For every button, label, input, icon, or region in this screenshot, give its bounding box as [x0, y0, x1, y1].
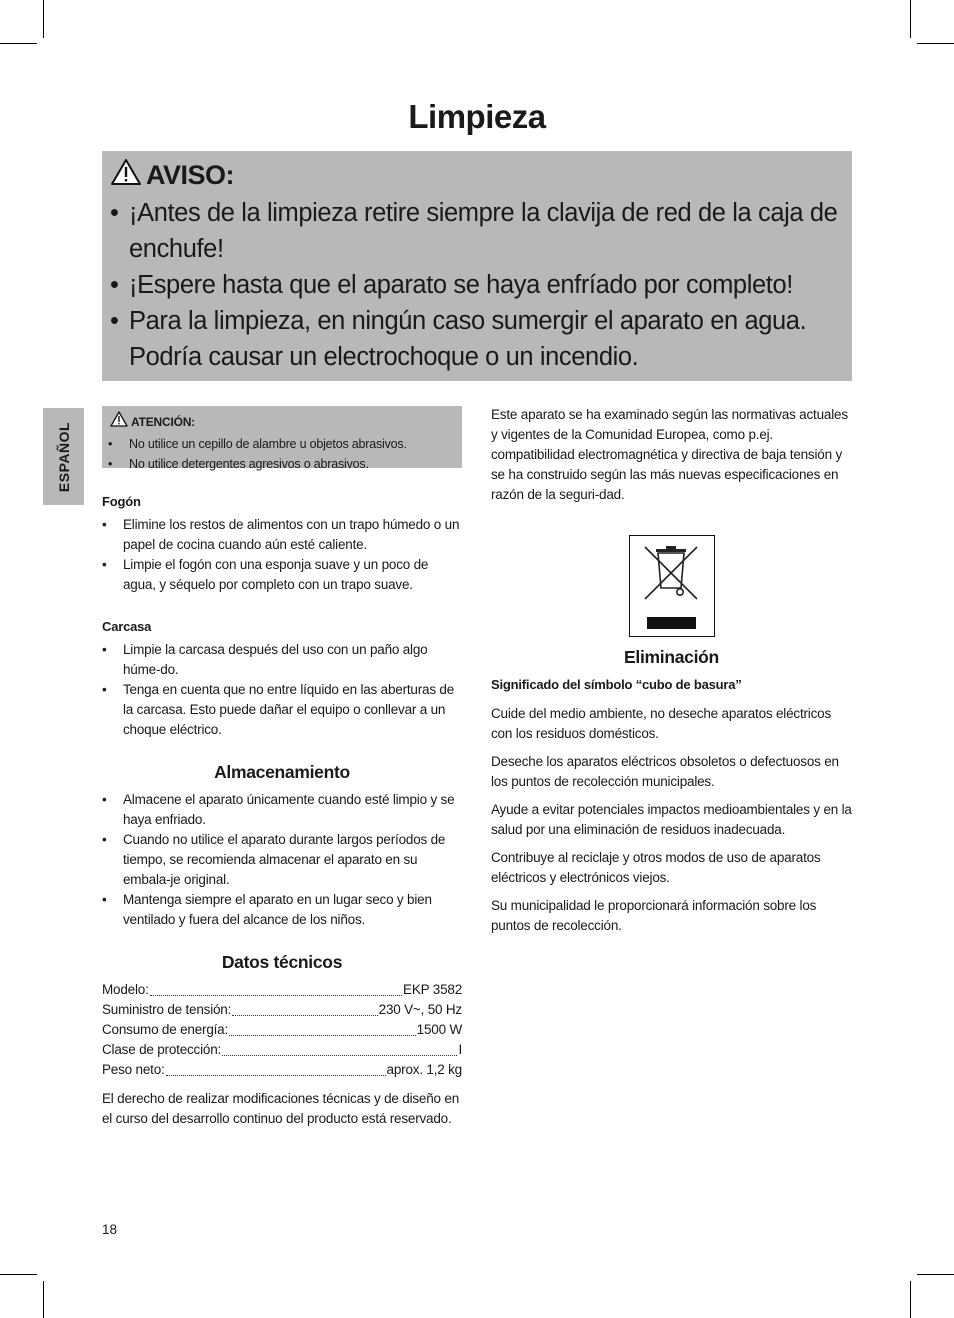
warning-triangle-icon: [110, 411, 128, 432]
spec-value: 1500 W: [416, 1022, 462, 1037]
eliminacion-heading: Eliminación: [624, 647, 719, 667]
crop-mark: [917, 1274, 954, 1275]
left-column: [102, 405, 462, 1129]
list-item: • Mantenga siempre el aparato en un lugar seco y bien ventilado y fuera del alcance de los niños.: [102, 890, 462, 930]
list-item: • Almacene el aparato únicamente cuando esté limpio y se haya enfriado.: [102, 790, 462, 830]
conformity-text: Este aparato se ha examinado según las normativas actuales y vigentes de la Comunidad Europea, como p.ej. compatibilidad electromagnética y directiva de baja tensión y se ha construido según las más nuevas especificaciones en razón de la seguri-dad.: [491, 407, 848, 502]
eliminacion-subheading: Significado del símbolo “cubo de basura”: [491, 677, 742, 692]
fogon-heading: Fogón: [102, 494, 141, 509]
paragraph: Contribuye al reciclaje y otros modos de uso de aparatos eléctricos y electrónicos viejos.: [491, 850, 821, 885]
right-column: [491, 405, 852, 936]
list-item: • ¡Antes de la limpieza retire siempre la clavija de red de la caja de enchufe!: [108, 195, 848, 267]
language-tab: [43, 408, 84, 505]
list-item: • Elimine los restos de alimentos con un trapo húmedo o un papel de cocina cuando aún esté caliente.: [102, 515, 462, 555]
attention-box: [102, 406, 462, 471]
almacenamiento-heading: Almacenamiento: [214, 762, 350, 782]
list-item: • Tenga en cuenta que no entre líquido en las aberturas de la carcasa. Esto puede dañar el equipo o conllevar a un choque eléctrico.: [102, 680, 462, 740]
attention-heading-text: ATENCIÓN:: [131, 414, 195, 429]
list-item: • No utilice un cepillo de alambre u objetos abrasivos.: [102, 434, 462, 454]
warning-heading: [110, 157, 234, 193]
paragraph: Su municipalidad le proporcionará información sobre los puntos de recolección.: [491, 898, 817, 933]
spec-row: [102, 1060, 462, 1080]
spec-row: [102, 1000, 462, 1020]
weee-symbol-wrap: [491, 535, 852, 637]
spec-value: 230 V~, 50 Hz: [378, 1002, 462, 1017]
fogon-list: [102, 515, 462, 595]
spec-table: [102, 980, 462, 1080]
attention-heading: [102, 411, 462, 432]
crossed-out-wheelie-bin-icon: [629, 535, 715, 637]
attention-list: [102, 434, 462, 474]
crop-mark: [43, 1281, 44, 1318]
warning-triangle-icon: [110, 158, 142, 193]
warning-box: [102, 151, 852, 381]
list-item: • No utilice detergentes agresivos o abrasivos.: [102, 454, 462, 474]
paragraph: Ayude a evitar potenciales impactos medioambientales y en la salud por una eliminación de residuos inadecuada.: [491, 802, 852, 837]
list-item: • ¡Espere hasta que el aparato se haya enfríado por completo!: [108, 267, 848, 303]
list-item: • Para la limpieza, en ningún caso sumergir el aparato en agua. Podría causar un electrochoque o un incendio.: [108, 303, 848, 375]
almacenamiento-list: [102, 790, 462, 930]
spec-value: EKP 3582: [403, 982, 462, 997]
spec-row: [102, 980, 462, 1000]
spec-label: Consumo de energía:: [102, 1022, 229, 1037]
carcasa-heading: Carcasa: [102, 619, 152, 634]
paragraph: Deseche los aparatos eléctricos obsoletos o defectuosos en los puntos de recolección municipales.: [491, 754, 839, 789]
list-item: • Cuando no utilice el aparato durante largos períodos de tiempo, se recomienda almacenar el aparato en su embala-je original.: [102, 830, 462, 890]
warning-heading-text: AVISO:: [146, 159, 235, 190]
crop-mark: [0, 43, 37, 44]
crop-mark: [917, 43, 954, 44]
spec-row: [102, 1020, 462, 1040]
spec-label: Modelo:: [102, 982, 149, 997]
crop-mark: [910, 0, 911, 38]
crop-mark: [910, 1281, 911, 1318]
language-label: ESPAÑOL: [55, 421, 72, 492]
paragraph: Cuide del medio ambiente, no deseche aparatos eléctricos con los residuos domésticos.: [491, 706, 832, 741]
spec-label: Peso neto:: [102, 1062, 165, 1077]
spec-row: [102, 1040, 462, 1060]
page-number: 18: [102, 1222, 118, 1237]
list-item: • Limpie la carcasa después del uso con un paño algo húme-do.: [102, 640, 462, 680]
spec-value: aprox. 1,2 kg: [386, 1062, 462, 1077]
carcasa-list: [102, 640, 462, 740]
warning-list: [108, 195, 848, 375]
datos-heading: Datos técnicos: [221, 952, 343, 972]
reservation-note: El derecho de realizar modificaciones técnicas y de diseño en el curso del desarrollo continuo del producto está reservado.: [102, 1091, 460, 1126]
spec-value: I: [458, 1042, 462, 1057]
list-item: • Limpie el fogón con una esponja suave y un poco de agua, y séquelo por completo con un trapo suave.: [102, 555, 462, 595]
crop-mark: [43, 0, 44, 38]
spec-label: Suministro de tensión:: [102, 1002, 232, 1017]
crop-mark: [0, 1274, 37, 1275]
page-title: Limpieza: [408, 98, 546, 135]
spec-label: Clase de protección:: [102, 1042, 222, 1057]
